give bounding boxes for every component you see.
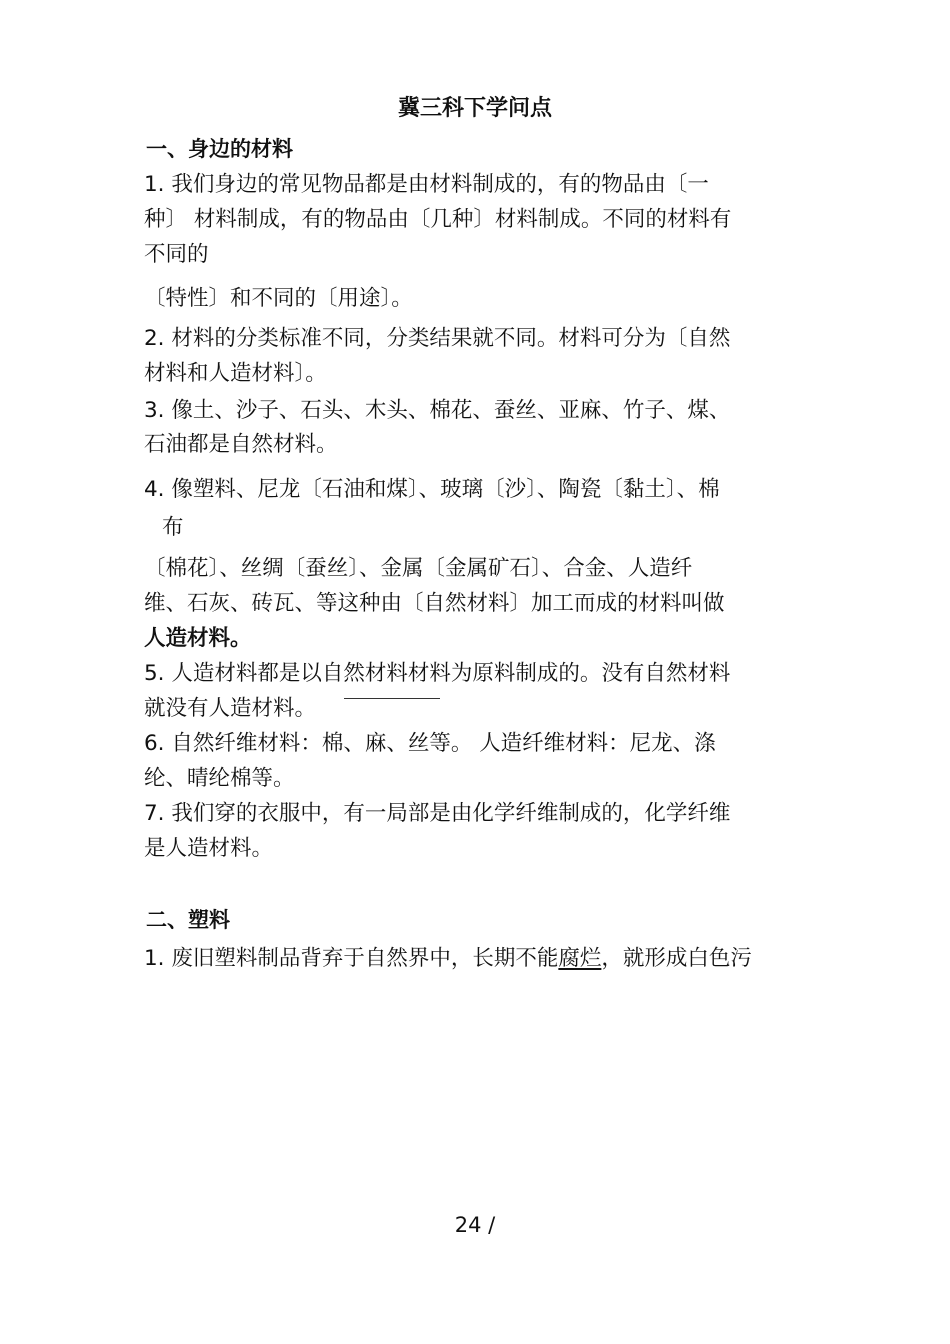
paragraph-line: 维、石灰、砖瓦、等这种由〔自然材料〕加工而成的材料叫做 bbox=[144, 591, 725, 616]
paragraph-line: 布 bbox=[162, 515, 184, 540]
paragraph-line: 4. 像塑料、尼龙〔石油和煤〕、玻璃〔沙〕、陶瓷〔黏土〕、棉 bbox=[144, 477, 720, 502]
paragraph-line-plastics bbox=[144, 942, 752, 976]
horizontal-rule bbox=[344, 698, 440, 699]
section-heading-materials: 一、身边的材料 bbox=[146, 137, 293, 161]
paragraph-line: 5. 人造材料都是以自然材料材料为原料制成的。没有自然材料 bbox=[144, 661, 731, 686]
paragraph-line: 3. 像土、沙子、石头、木头、棉花、蚕丝、亚麻、竹子、煤、 bbox=[144, 398, 731, 423]
paragraph-line: 2. 材料的分类标准不同，分类结果就不同。材料可分为〔自然 bbox=[144, 326, 731, 351]
section-heading-plastics: 二、塑料 bbox=[146, 908, 230, 932]
paragraph-line: 〔棉花〕、丝绸〔蚕丝〕、金属〔金属矿石〕、合金、人造纤 bbox=[144, 556, 693, 581]
paragraph-line-bold: 人造材料。 bbox=[144, 626, 252, 651]
paragraph-line: 1. 我们身边的常见物品都是由材料制成的，有的物品由〔一 bbox=[144, 172, 709, 197]
paragraph-line: 7. 我们穿的衣服中，有一局部是由化学纤维制成的，化学纤维 bbox=[144, 801, 731, 826]
underlined-text: 腐烂 bbox=[558, 946, 602, 971]
line-text: 1. 废旧塑料制品背弃于自然界中，长期不能 bbox=[144, 946, 559, 971]
paragraph-line: 6. 自然纤维材料：棉、麻、丝等。 人造纤维材料：尼龙、涤 bbox=[144, 731, 716, 756]
paragraph-line: 不同的 bbox=[144, 242, 209, 267]
document-title: 冀三科下学问点 bbox=[397, 96, 552, 121]
paragraph-line: 石油都是自然材料。 bbox=[144, 432, 338, 457]
paragraph-line: 是人造材料。 bbox=[144, 836, 274, 861]
paragraph-line: 种〕 材料制成，有的物品由〔几种〕材料制成。不同的材料有 bbox=[144, 207, 732, 232]
paragraph-line: 纶、晴纶棉等。 bbox=[144, 766, 295, 791]
page-number: 24 / bbox=[454, 1213, 496, 1237]
paragraph-line: 材料和人造材料〕。 bbox=[144, 361, 327, 386]
paragraph-line: 就没有人造材料。 bbox=[144, 696, 317, 721]
paragraph-line: 〔特性〕和不同的〔用途〕。 bbox=[144, 286, 413, 311]
line-text: ，就形成白色污 bbox=[601, 946, 752, 971]
